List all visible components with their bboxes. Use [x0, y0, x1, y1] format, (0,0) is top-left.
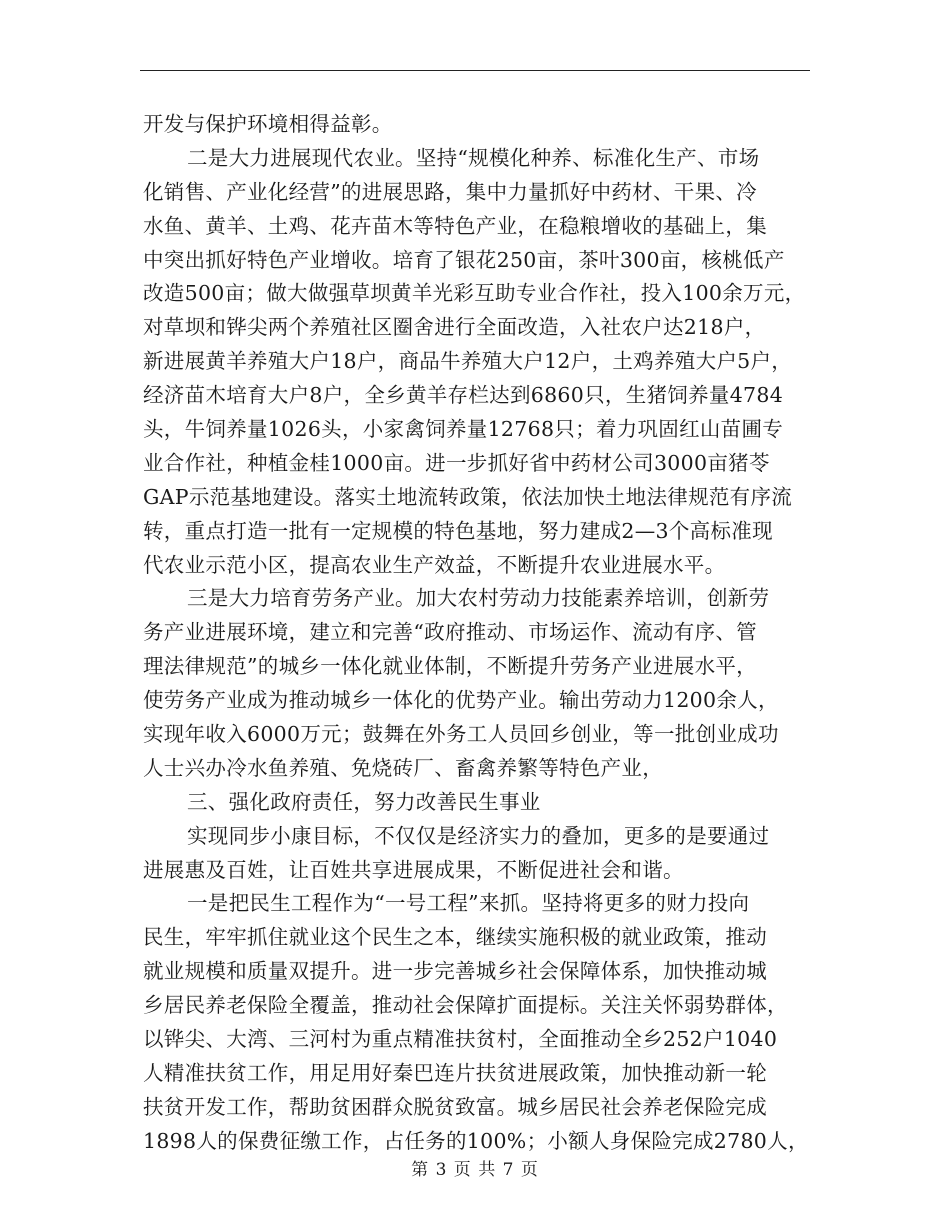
text-line: 三、强化政府责任，努力改善民生事业: [187, 789, 541, 814]
text-line: 对草坝和铧尖两个养殖社区圈舍进行全面改造，入社农户达218户，: [143, 315, 766, 340]
text-line: 进展惠及百姓，让百姓共享进展成果，不断促进社会和谐。: [143, 857, 684, 882]
text-line: 实现年收入6000万元；鼓舞在外务工人员回乡创业，等一批创业成功: [143, 722, 779, 747]
text-line: 人士兴办冷水鱼养殖、免烧砖厂、畜禽养繁等特色产业，: [143, 755, 663, 780]
text-line: 化销售、产业化经营”的进展思路，集中力量抓好中药材、干果、冷: [143, 179, 757, 204]
text-line: 代农业示范小区，提高农业生产效益，不断提升农业进展水平。: [143, 552, 726, 577]
text-line: 业合作社，种植金桂1000亩。进一步抓好省中药材公司3000亩猪苓: [143, 450, 770, 475]
page-footer: 第 3 页 共 7 页: [411, 1160, 539, 1180]
text-line: GAP示范基地建设。落实土地流转政策，依法加快土地法律规范有序流: [143, 484, 793, 509]
text-line: 改造500亩；做大做强草坝黄羊光彩互助专业合作社，投入100余万元，: [143, 281, 806, 306]
text-line: 头，牛饲养量1026头，小家禽饲养量12768只；着力巩固红山苗圃专: [143, 417, 784, 442]
text-line: 以铧尖、大湾、三河村为重点精准扶贫村，全面推动全乡252户1040: [143, 1027, 778, 1052]
text-line: 扶贫开发工作，帮助贫困群众脱贫致富。城乡居民社会养老保险完成: [143, 1094, 767, 1119]
text-line: 中突出抓好特色产业增收。培育了银花250亩，茶叶300亩，核桃低产: [143, 247, 785, 272]
text-line: 民生，牢牢抓住就业这个民生之本，继续实施积极的就业政策，推动: [143, 925, 767, 950]
text-line: 新进展黄羊养殖大户18户，商品牛养殖大户12户，土鸡养殖大户5户，: [143, 349, 793, 374]
text-line: 乡居民养老保险全覆盖，推动社会保障扩面提标。关注关怀弱势群体，: [143, 993, 788, 1018]
text-line: 理法律规范”的城乡一体化就业体制，不断提升劳务产业进展水平，: [143, 654, 757, 679]
text-line: 使劳务产业成为推动城乡一体化的优势产业。输出劳动力1200余人，: [143, 688, 779, 713]
text-line: 三是大力培育劳务产业。加大农村劳动力技能素养培训，创新劳: [187, 586, 770, 611]
text-line: 经济苗木培育大户8户，全乡黄羊存栏达到6860只，生猪饲养量4784: [143, 383, 784, 408]
text-line: 人精准扶贫工作，用足用好秦巴连片扶贫进展政策，加快推动新一轮: [143, 1060, 767, 1085]
text-line: 一是把民生工程作为“一号工程”来抓。坚持将更多的财力投向: [187, 891, 750, 916]
text-line: 开发与保护环境相得益彰。: [143, 112, 393, 136]
text-line: 就业规模和质量双提升。进一步完善城乡社会保障体系，加快推动城: [143, 959, 767, 984]
text-line: 实现同步小康目标，不仅仅是经济实力的叠加，更多的是要通过: [187, 823, 770, 848]
text-line: 水鱼、黄羊、土鸡、花卉苗木等特色产业，在稳粮增收的基础上，集: [143, 213, 767, 238]
document-body: [143, 108, 833, 1159]
header-rule: [140, 70, 810, 71]
text-line: 转，重点打造一批有一定规模的特色基地，努力建成2—3个高标准现: [143, 518, 773, 543]
text-line: 二是大力进展现代农业。坚持“规模化种养、标准化生产、市场: [187, 145, 760, 170]
text-line: 务产业进展环境，建立和完善“政府推动、市场运作、流动有序、管: [143, 620, 757, 645]
text-line: 1898人的保费征缴工作，占任务的100%；小额人身保险完成2780人，: [143, 1128, 809, 1153]
